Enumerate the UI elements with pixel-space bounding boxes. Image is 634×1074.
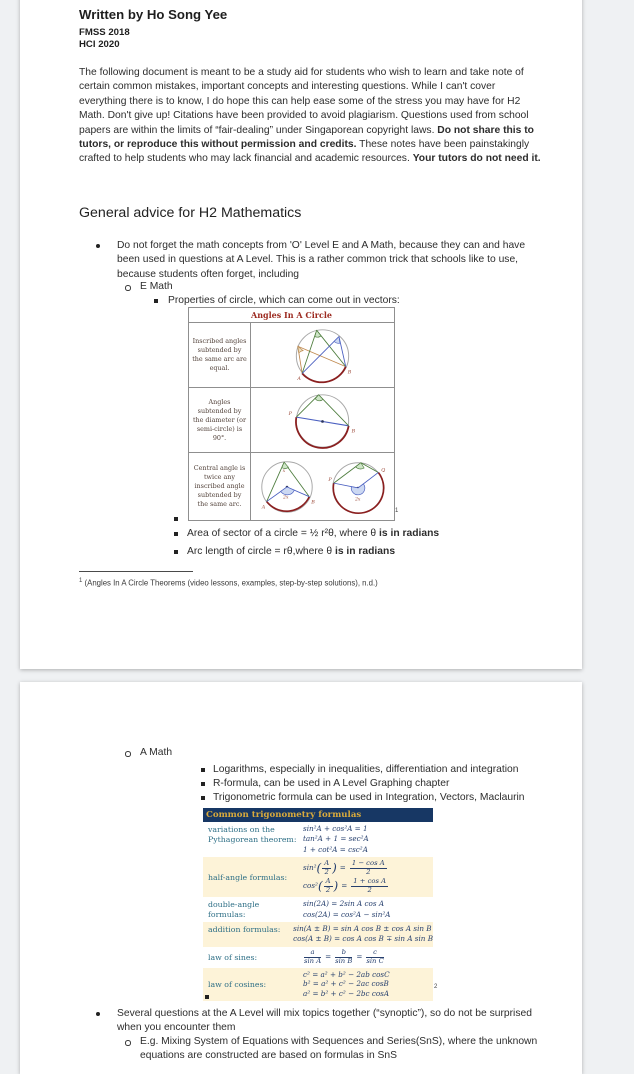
formula-part: cos²	[303, 881, 318, 891]
bullet-square-icon	[174, 550, 178, 554]
arc-formula-text: Arc length of circle = rθ,where θ	[187, 546, 335, 557]
bullet-a-math	[124, 746, 424, 760]
bullet-olevel-concepts	[95, 239, 550, 282]
equals-sign: =	[325, 952, 332, 962]
area-formula-text: Area of sector of a circle = ½ r²θ, where θ	[187, 528, 380, 539]
central-angle-diagrams	[251, 453, 394, 520]
fraction-denominator: 2	[325, 885, 331, 894]
central-angle-svg-2	[324, 455, 392, 519]
footnote-1	[79, 576, 509, 589]
circle-rule-text: Central angle is twice any inscribed angle subtended by the same arc.	[189, 453, 251, 520]
author-school-line: FMSS 2018	[79, 27, 130, 38]
circle-table-row-inscribed	[189, 323, 394, 388]
angles-in-circle-table	[188, 307, 395, 521]
bullet-text	[187, 545, 563, 559]
bullet-logarithms	[200, 763, 560, 777]
trig-row-pythagorean	[203, 822, 433, 857]
trig-row-double-angle	[203, 897, 433, 922]
bullet-e-math	[124, 280, 424, 294]
bullet-square-icon	[201, 768, 205, 772]
bullet-square-icon	[154, 299, 158, 303]
formula: tan²A + 1 = sec²A	[303, 834, 369, 844]
bullet-example-mixing	[124, 1035, 564, 1064]
formula: cos(A ± B) = cos A cos B ∓ sin A sin B	[293, 934, 433, 944]
paren: (	[316, 861, 322, 876]
trig-row-addition	[203, 922, 433, 947]
bullet-square-icon	[174, 517, 178, 521]
fraction-numerator: A	[324, 859, 330, 868]
fraction-denominator: sin C	[366, 956, 384, 965]
formula: sin²A + cos²A = 1	[303, 824, 368, 833]
trig-row-label: law of cosines:	[208, 979, 267, 989]
point-label-b: B	[347, 370, 352, 376]
trig-row-label: half-angle formulas:	[208, 872, 288, 882]
formula: sin(2A) = 2sin A cos A	[303, 899, 385, 909]
bullet-circle-icon	[125, 1040, 131, 1046]
fraction-numerator: c	[366, 949, 383, 958]
formula: sin(A ± B) = sin A cos B ± cos A sin B	[293, 924, 432, 934]
bullet-text: R-formula, can be used in A Level Graphing chapter	[213, 778, 450, 789]
trig-row-formulas	[300, 968, 433, 1001]
circle-table-row-central	[189, 453, 394, 520]
circle-table-row-diameter	[189, 388, 394, 453]
author-title: Written by Ho Song Yee	[79, 7, 228, 22]
point-label-a: A	[261, 504, 266, 510]
angle-label-x: x	[282, 468, 286, 474]
formula: b² = a² + c² − 2ac cosB	[303, 979, 389, 989]
trig-table-title: Common trigonometry formulas	[203, 808, 433, 822]
trig-row-label: addition formulas:	[208, 925, 281, 935]
footnote-text: (Angles In A Circle Theorems (video lessons, examples, step-by-step solutions), n.d.)	[84, 578, 378, 588]
paren: )	[332, 861, 337, 876]
bullet-r-formula	[200, 777, 560, 791]
bullet-area-sector	[173, 527, 563, 541]
trig-row-formulas	[300, 897, 433, 922]
formula: a² = b² + c² − 2bc cosA	[303, 989, 390, 999]
arc-radians-bold: is in radians	[334, 546, 396, 557]
bullet-text	[187, 527, 563, 541]
section-title: General advice for H2 Mathematics	[79, 205, 302, 221]
formula	[303, 949, 433, 966]
bullet-circle-icon	[125, 285, 131, 291]
inscribed-angles-diagram	[251, 323, 394, 387]
trig-row-law-of-sines	[203, 947, 433, 968]
central-angle-svg-1	[253, 455, 321, 519]
area-radians-bold: is in radians	[379, 528, 440, 539]
fraction-denominator: 2	[367, 885, 372, 894]
paren: )	[333, 879, 339, 894]
bullet-circle-icon	[125, 751, 131, 757]
trig-row-label: variations on the Pythagorean theorem:	[208, 825, 297, 844]
intro-bold-tutors: Your tutors do not need it.	[412, 153, 541, 165]
bullet-text: A Math	[140, 747, 173, 758]
intro-paragraph	[79, 66, 542, 167]
point-label-p: P	[288, 412, 292, 418]
bullet-disc-icon	[96, 1012, 100, 1016]
circle-rule-text: Inscribed angles subtended by the same arc are equal.	[189, 323, 251, 387]
trig-row-label: double-angle formulas:	[208, 900, 260, 919]
trig-row-formulas	[300, 857, 433, 897]
angle-label-2x: 2x	[283, 495, 289, 501]
trig-row-formulas	[300, 947, 433, 968]
footnote-reference-1: 1	[395, 508, 399, 514]
fraction-denominator: 2	[366, 867, 371, 876]
formula	[303, 859, 433, 877]
author-school-line-2: HCI 2020	[79, 39, 120, 50]
bullet-text: Trigonometric formula can be used in Integration, Vectors, Maclaurin	[213, 792, 525, 803]
diameter-angle-diagram	[251, 388, 394, 452]
bullet-text: Properties of circle, which can come out in vectors:	[168, 295, 400, 306]
diameter-angle-svg	[252, 389, 393, 451]
fraction-numerator: 1 + cos A	[353, 877, 387, 886]
intro-text-2: These notes have been painstakingly crafted to help students who may lack financial and academic resources.	[79, 139, 530, 165]
intro-bold-warning: Do not share this to tutors, or reproduce this without permission and credits.	[79, 124, 534, 151]
fraction-denominator: sin A	[304, 956, 322, 965]
intro-text: The following document is meant to be a study aid for students who wish to learn and take note of certain common mistakes, important concepts and interesting questions. While I can't cover everything there is to know, I do hope this can help ease some of the stress you may have for H2 Math. Don't give up! Citations have been provided to avoid plagiarism. Questions used from school papers are within the limits of “fair-dealing” under Singaporean copyright laws.	[79, 67, 529, 136]
equals-sign: =	[341, 881, 348, 891]
paren: (	[317, 879, 323, 894]
bullet-synoptic	[95, 1007, 555, 1036]
bullet-text: E Math	[140, 281, 173, 292]
fraction-denominator: 2	[324, 867, 329, 876]
trig-row-label: law of sines:	[208, 953, 258, 963]
circle-rule-text: Angles subtended by the diameter (or semi-circle) is 90°.	[189, 388, 251, 452]
formula: c² = a² + b² − 2ab cosC	[303, 969, 390, 979]
bullet-square-icon	[201, 796, 205, 800]
trig-row-law-of-cosines	[203, 968, 433, 1001]
bullet-text: E.g. Mixing System of Equations with Sequences and Series(SnS), where the unknown equations are constructed are based on formulas in SnS	[140, 1036, 538, 1062]
equals-sign: =	[356, 952, 363, 962]
fraction-numerator: b	[335, 949, 352, 958]
point-label-b: B	[311, 499, 315, 505]
point-label-b: B	[351, 429, 356, 435]
trig-formulas-table	[203, 808, 433, 1001]
bullet-arc-length	[173, 545, 563, 559]
formula: cos(2A) = cos²A − sin²A	[303, 909, 391, 919]
fraction-numerator: 1 − cos A	[351, 859, 385, 868]
formula	[303, 877, 433, 895]
bullet-square-icon	[205, 995, 209, 999]
bullet-text: Logarithms, especially in inequalities, differentiation and integration	[213, 764, 519, 775]
bullet-disc-icon	[96, 244, 100, 248]
footnote-reference-2: 2	[434, 984, 438, 990]
footnote-marker: 1	[79, 578, 83, 584]
footnote-divider	[79, 571, 193, 572]
point-label-q: Q	[381, 467, 386, 473]
bullet-square-icon	[201, 782, 205, 786]
bullet-text: Do not forget the math concepts from 'O' Level E and A Math, because they can and have been used in questions at A Level. This is a rather common trick that schools like to use, because students often forget, including	[117, 240, 526, 280]
fraction-numerator: a	[304, 949, 321, 958]
fraction-numerator: A	[325, 877, 331, 886]
bullet-trig-formula	[200, 791, 560, 805]
trig-row-formulas	[290, 922, 433, 947]
fraction-denominator: sin B	[335, 956, 353, 965]
inscribed-angles-svg	[252, 324, 393, 386]
angle-label-2x: 2x	[355, 497, 361, 503]
trig-row-formulas	[300, 822, 433, 857]
bullet-text: Several questions at the A Level will mix topics together (“synoptic”), so do not be surprised when you encounter them	[117, 1008, 532, 1034]
point-label-a: A	[297, 377, 301, 383]
equals-sign: =	[339, 863, 346, 873]
bullet-square-icon	[174, 532, 178, 536]
point-label-p: P	[328, 477, 332, 483]
formula-part: sin²	[303, 863, 317, 873]
circle-table-title: Angles In A Circle	[189, 308, 394, 323]
trig-row-half-angle	[203, 857, 433, 897]
formula: 1 + cot²A = csc²A	[303, 844, 368, 854]
